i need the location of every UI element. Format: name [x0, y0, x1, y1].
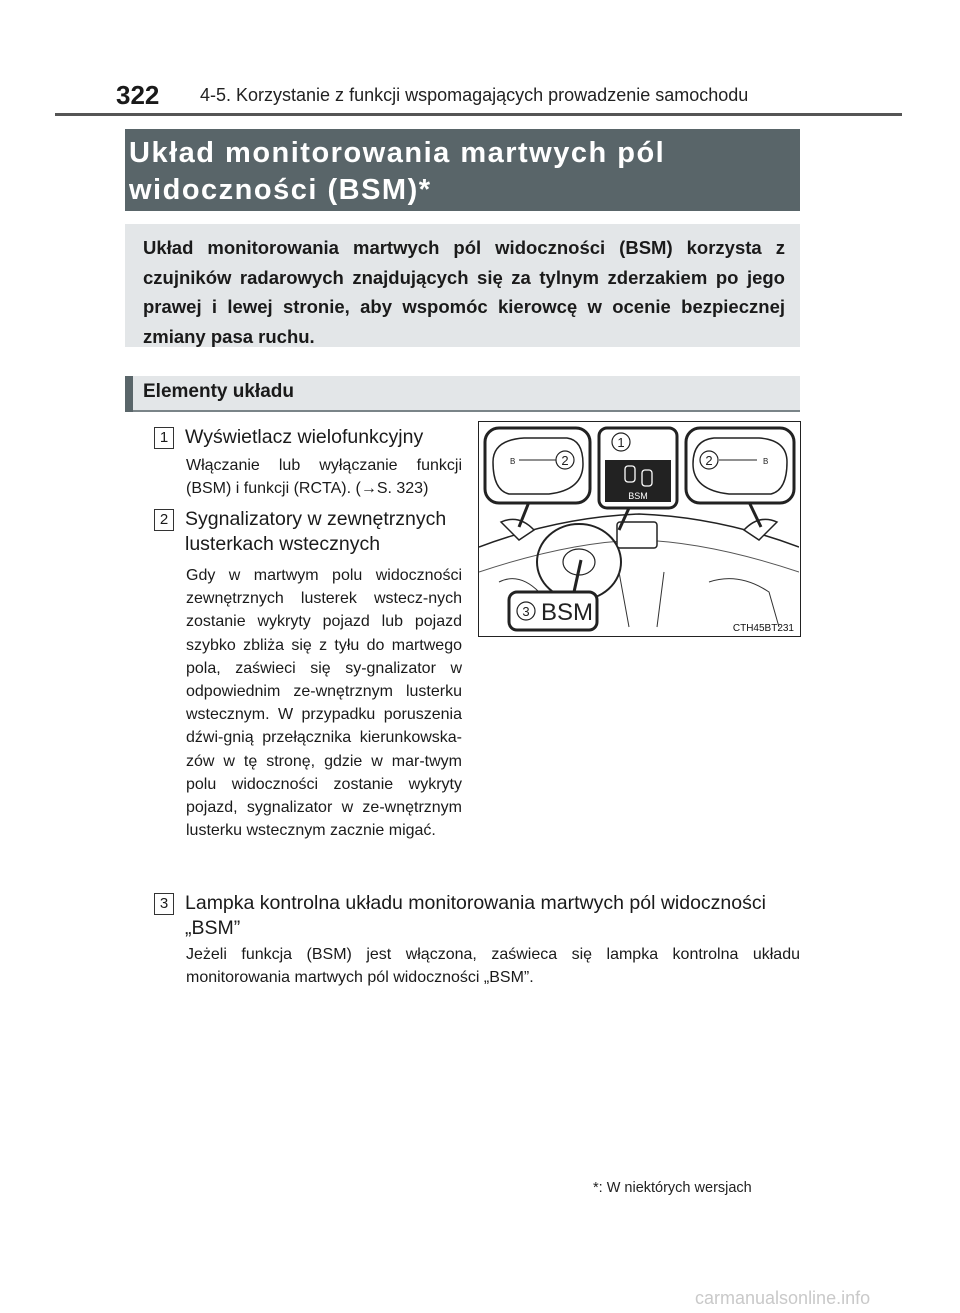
steering-wheel: [537, 524, 621, 600]
callout-3: 3: [522, 604, 530, 619]
item-3-title: [185, 891, 800, 941]
item-2-title: [185, 507, 446, 557]
dashboard-illustration: [478, 421, 801, 637]
passenger-side: [709, 579, 779, 627]
item-3-badge: 3: [154, 893, 174, 915]
item-2-title-line2: lusterkach wstecznych: [185, 533, 381, 555]
item-2-body: Gdy w martwym polu widoczności zewnętrznych lusterek wstecz-nych zostanie wykryty pojazd lub pojazd szybko zbliża się z tyłu do martwego pola, zaświeci się sy-gnalizator w odpowiednim ze-wnętrznym lusterku wstecznym. W przypadku poruszenia dźwi-gnią przełącznika kierunkowska-zów w tę stronę, gdzie w mar-twym polu widoczności zostanie wykryty pojazd, sygnalizator w ze-wnętrznym lusterku wstecznym zacznie migać.: [186, 567, 462, 840]
callout-1: 1: [617, 435, 625, 450]
header-divider: [55, 113, 902, 116]
item-3-title-line2: „BSM”: [185, 917, 241, 939]
page-number: 322: [116, 80, 160, 110]
driver-door-panel: [499, 579, 539, 592]
item-1-body: Włączanie lub wyłączanie funkcji (BSM) i funkcji (RCTA). (→S. 323): [186, 457, 462, 498]
page-title-line1: Układ monitorowania martwych pól: [129, 137, 666, 169]
item-2-title-line1: Sygnalizatory w zewnętrznych: [185, 508, 447, 530]
center-screen: [617, 522, 657, 548]
page-title-line2: widoczności (BSM)*: [129, 174, 432, 206]
subsection-accent: [125, 376, 133, 412]
watermark: carmanualsonline.info: [695, 1288, 871, 1308]
item-2-badge: 2: [154, 509, 174, 531]
intro-text: Układ monitorowania martwych pól widoczności (BSM) korzysta z czujników radarowych znajdujących się za tylnym zderzakiem po jego prawej i lewej stronie, aby wspomóc kierowcę w ocenie bezpiecznej zmiany pasa ruchu.: [143, 237, 785, 347]
page-title: [129, 135, 789, 209]
dashboard-drawing: [479, 422, 799, 635]
bsm-indicator-label: BSM: [541, 599, 594, 626]
subsection-title: Elementy układu: [143, 381, 294, 402]
right-mirror-indicator: B: [763, 457, 769, 466]
bsm-display-label: BSM: [628, 491, 648, 501]
item-3-body: Jeżeli funkcja (BSM) jest włączona, zaświeca się lampka kontrolna układu monitorowania martwych pól widoczności „BSM”.: [186, 946, 800, 987]
callout-2-left: 2: [561, 453, 569, 468]
callout-2-right: 2: [705, 453, 713, 468]
bsm-callout-leader: [574, 560, 581, 592]
item-1-badge: 1: [154, 427, 174, 449]
center-console: [619, 572, 664, 627]
section-header: 4-5. Korzystanie z funkcji wspomagających prowadzenie samochodu: [200, 85, 749, 105]
item-1-title: Wyświetlacz wielofunkcyjny: [185, 426, 424, 448]
left-mirror-indicator: B: [510, 457, 516, 466]
figure-code: CTH45BT231: [732, 623, 794, 634]
item-3-title-line1: Lampka kontrolna układu monitorowania martwych pól widoczności: [185, 892, 766, 914]
footnote: *: W niektórych wersjach: [593, 1180, 752, 1196]
